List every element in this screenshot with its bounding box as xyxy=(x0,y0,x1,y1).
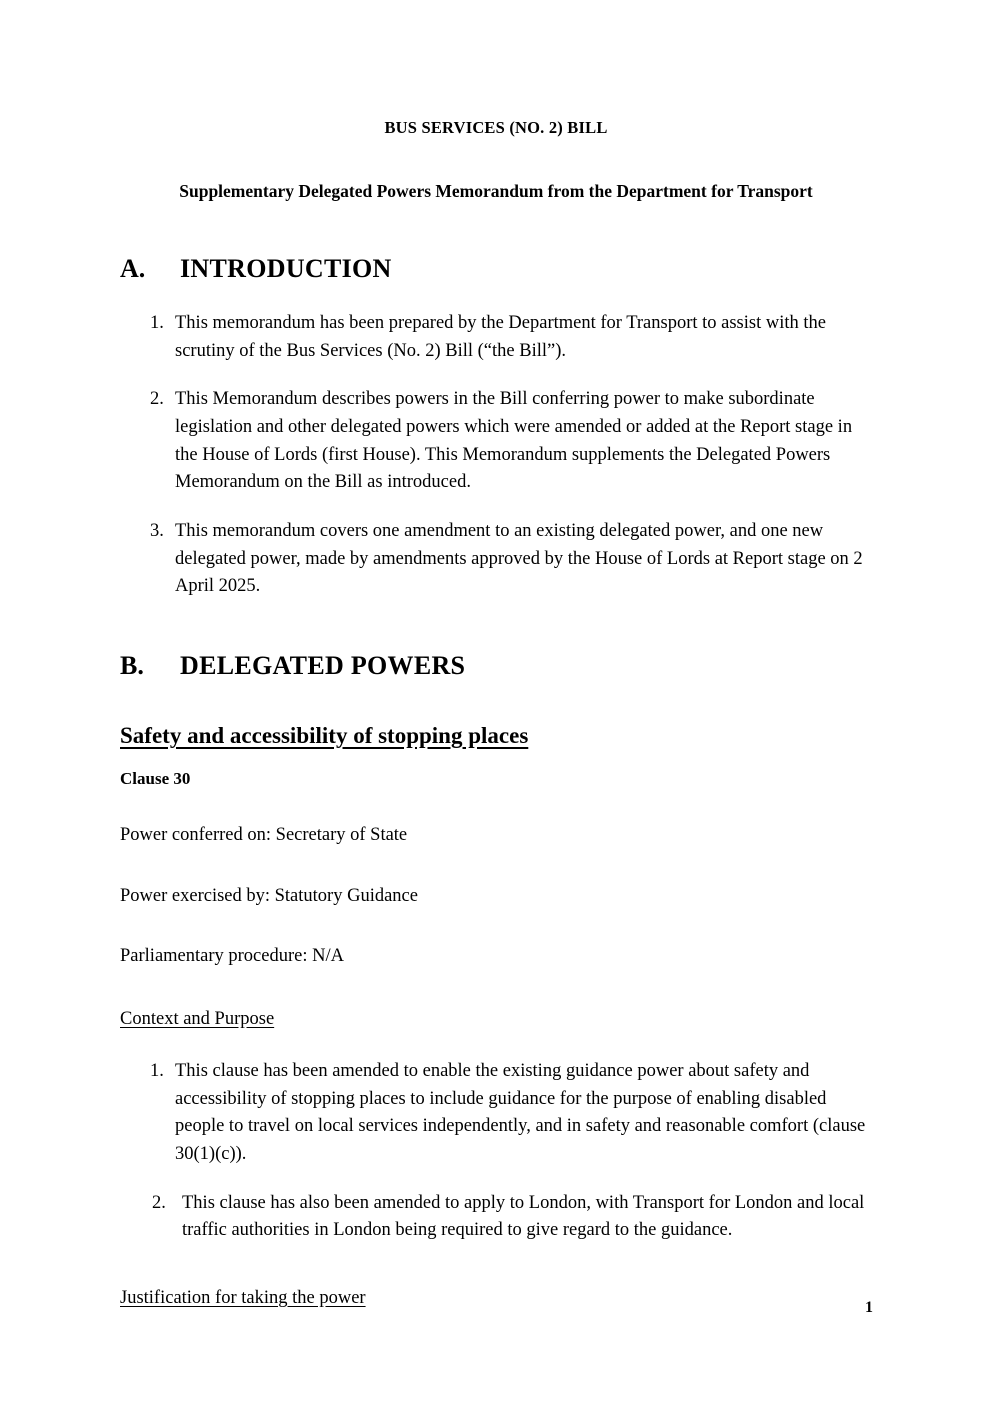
document-subtitle: Supplementary Delegated Powers Memorandum from the Department for Transport xyxy=(179,181,813,201)
section-title-delegated-powers: DELEGATED POWERS xyxy=(180,650,466,680)
list-item xyxy=(120,386,872,497)
list-item-text: This clause has also been amended to apply to London, with Transport for London and local traffic authorities in London being required to give regard to the guidance. xyxy=(182,1192,865,1241)
list-item-marker: 3. xyxy=(150,520,164,541)
section-heading-introduction xyxy=(120,202,872,284)
power-conferred-on: Power conferred on: Secretary of State xyxy=(120,824,408,845)
list-item-marker: 1. xyxy=(150,1060,164,1081)
list-item-text: This Memorandum describes powers in the Bill conferring power to make subordinate legislation and other delegated powers which were amended or added at the Report stage in the House of Lords (first House). This Memorandum supplements the Delegated Powers Memorandum on the Bill as introduced. xyxy=(175,389,853,493)
page-number: 1 xyxy=(865,1299,873,1316)
section-letter-b: B. xyxy=(120,650,144,680)
introduction-list xyxy=(120,284,872,601)
clause-label: Clause 30 xyxy=(120,768,191,788)
list-item-marker: 1. xyxy=(150,313,164,333)
list-item xyxy=(120,1058,872,1169)
section-heading-delegated-powers xyxy=(120,601,872,681)
list-item xyxy=(120,518,872,601)
list-item xyxy=(120,310,872,365)
context-and-purpose-list xyxy=(120,1034,872,1245)
justification-heading: Justification for taking the power xyxy=(120,1287,366,1308)
document-title: BUS SERVICES (NO. 2) BILL xyxy=(384,118,608,137)
document-content xyxy=(120,0,872,1313)
list-item-marker: 2. xyxy=(152,1192,166,1213)
list-item-text: This memorandum covers one amendment to an existing delegated power, and one new delegated power, made by amendments approved by the House of Lords at Report stage on 2 April 2025. xyxy=(175,520,863,597)
sub-heading-stopping-places: Safety and accessibility of stopping places xyxy=(120,722,529,748)
section-letter-a: A. xyxy=(120,254,146,283)
section-title-introduction: INTRODUCTION xyxy=(180,254,392,283)
list-item-text: This memorandum has been prepared by the Department for Transport to assist with the scrutiny of the Bus Services (No. 2) Bill (“the Bill”). xyxy=(175,313,826,361)
list-item-marker: 2. xyxy=(150,389,164,410)
power-exercised-by: Power exercised by: Statutory Guidance xyxy=(120,885,418,906)
list-item xyxy=(120,1190,872,1245)
parliamentary-procedure: Parliamentary procedure: N/A xyxy=(120,946,344,967)
context-and-purpose-heading: Context and Purpose xyxy=(120,1009,275,1030)
list-item-text: This clause has been amended to enable the existing guidance power about safety and accessibility of stopping places to include guidance for the purpose of enabling disabled people to travel on local services independently, and in safety and reasonable comfort (clause 30(1)(c)). xyxy=(175,1060,866,1164)
